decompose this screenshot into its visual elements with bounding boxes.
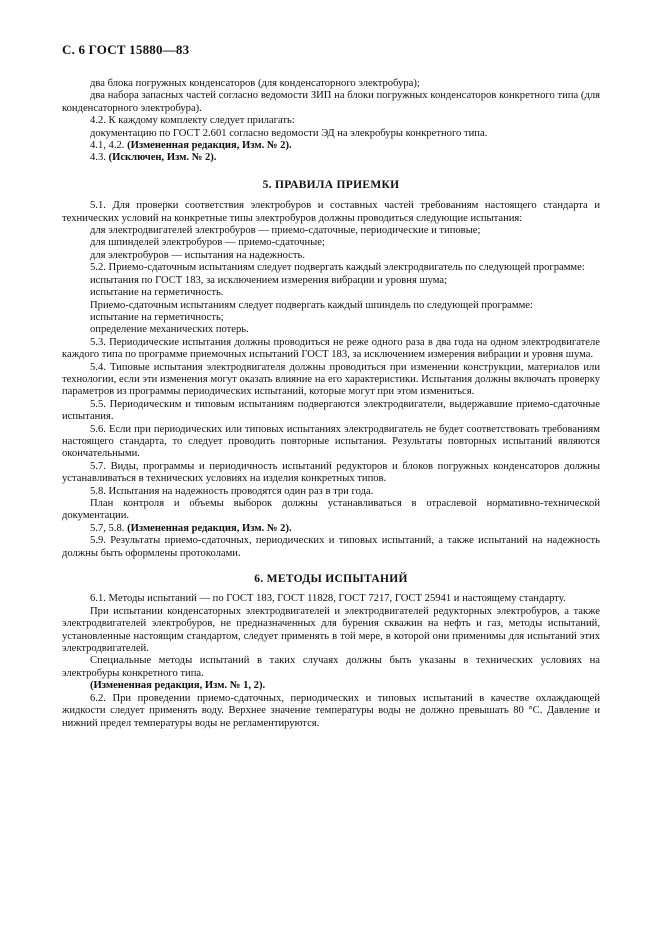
note-number: 4.1, 4.2. — [90, 140, 125, 152]
paragraph: Специальные методы испытаний в таких случаях должны быть указаны в технических условиях на электробуры конкретного типа. — [62, 655, 600, 679]
section-heading: 5. ПРАВИЛА ПРИЕМКИ — [262, 178, 400, 191]
note-text: (Исключен, Изм. № 2). — [108, 152, 217, 164]
paragraph: документацию по ГОСТ 2.601 согласно ведомости ЭД на элекробуры конкретного типа. — [90, 127, 488, 139]
paragraph: 4.2. К каждому комплекту следует прилагать: — [90, 115, 295, 127]
note-number: 4.3. — [90, 152, 106, 164]
list-item: для электробуров — испытания на надежность. — [90, 249, 305, 261]
paragraph: 5.8. Испытания на надежность проводятся один раз в три года. — [90, 485, 374, 497]
document-body — [62, 78, 600, 730]
paragraph: два набора запасных частей согласно ведомости ЗИП на блоки погружных конденсаторов конкретного типа (для конденсаторного электробура). — [62, 90, 600, 114]
note-number: 5.7, 5.8. — [90, 522, 125, 534]
amendment-note — [62, 140, 600, 152]
note-text: (Измененная редакция, Изм. № 2). — [127, 140, 292, 152]
note-text: (Измененная редакция, Изм. № 2). — [127, 522, 292, 534]
list-item: испытание на герметичность; — [90, 311, 224, 323]
paragraph: При испытании конденсаторных электродвигателей и электродвигателей редукторных электробуров, а также электродвигателей электробуров, не предназначенных для бурения скважин на нефть и газ, методы испытаний, установленные настоящим стандартом, следует применять в той мере, в которой они применимы для испытаний этих электродвигателей. — [62, 605, 600, 655]
paragraph: 5.6. Если при периодических или типовых испытаниях электродвигатель не будет соответствовать требованиям настоящего стандарта, то следует проводить повторные испытания. Результаты повторных испытаний являются окончательными. — [62, 423, 600, 460]
paragraph: План контроля и объемы выборок должны устанавливаться в отраслевой нормативно-технической документации. — [62, 498, 600, 522]
paragraph: 5.1. Для проверки соответствия электробуров и составных частей требованиям настоящего стандарта и технических условий на конкретные типы электробуров должны проводиться следующие испытания: — [62, 200, 600, 224]
section-heading: 6. МЕТОДЫ ИСПЫТАНИЙ — [254, 573, 408, 586]
paragraph: Приемо-сдаточным испытаниям следует подвергать каждый шпиндель по следующей программе: — [90, 299, 533, 311]
paragraph: два блока погружных конденсаторов (для конденсаторного электробура); — [90, 78, 420, 89]
amendment-note: (Измененная редакция, Изм. № 1, 2). — [90, 680, 266, 692]
amendment-note — [62, 523, 600, 535]
paragraph: 5.3. Периодические испытания должны проводиться не реже одного раза в два года на одном электродвигателе каждого типа по программе приемочных испытаний ГОСТ 183, за исключением измерения вибрации и уровня шума. — [62, 336, 600, 361]
paragraph: 5.9. Результаты приемо-сдаточных, периодических и типовых испытаний, а также испытаний на надежность должны быть оформлены протоколами. — [62, 535, 600, 559]
page-header: С. 6 ГОСТ 15880—83 — [62, 42, 190, 57]
list-item: испытания по ГОСТ 183, за исключением измерения вибрации и уровня шума; — [90, 274, 448, 286]
list-item: для шпинделей электробуров — приемо-сдаточные; — [90, 237, 325, 249]
paragraph: 6.1. Методы испытаний — по ГОСТ 183, ГОСТ 11828, ГОСТ 7217, ГОСТ 25941 и настоящему стандарту. — [90, 593, 566, 605]
paragraph: 6.2. При проведении приемо-сдаточных, периодических и типовых испытаний в качестве охлаждающей жидкости следует применять воду. Верхнее значение температуры воды не должно превышать 80 °С. Давление и нижний предел температуры воды не регламентируются. — [62, 692, 600, 729]
amendment-note — [62, 152, 600, 164]
paragraph: 5.4. Типовые испытания электродвигателя должны проводиться при изменении конструкции, материалов или технологии, если эти изменения могут оказать влияние на его характеристики. Испытания должны включать проверку параметров из программы периодических испытаний, которые могут при этом измениться. — [62, 361, 600, 398]
list-item: испытание на герметичность. — [90, 287, 224, 299]
paragraph: 5.5. Периодическим и типовым испытаниям подвергаются электродвигатели, выдержавшие приемо-сдаточные испытания. — [62, 398, 600, 423]
list-item: для электродвигателей электробуров — приемо-сдаточные, периодические и типовые; — [90, 225, 481, 237]
paragraph: 5.7. Виды, программы и периодичность испытаний редукторов и блоков погружных конденсаторов должны устанавливаться в технических условиях на изделия конкретных типов. — [62, 460, 600, 485]
list-item: определение механических потерь. — [90, 324, 249, 336]
paragraph: 5.2. Приемо-сдаточным испытаниям следует подвергать каждый электродвигатель по следующей программе: — [90, 262, 585, 274]
